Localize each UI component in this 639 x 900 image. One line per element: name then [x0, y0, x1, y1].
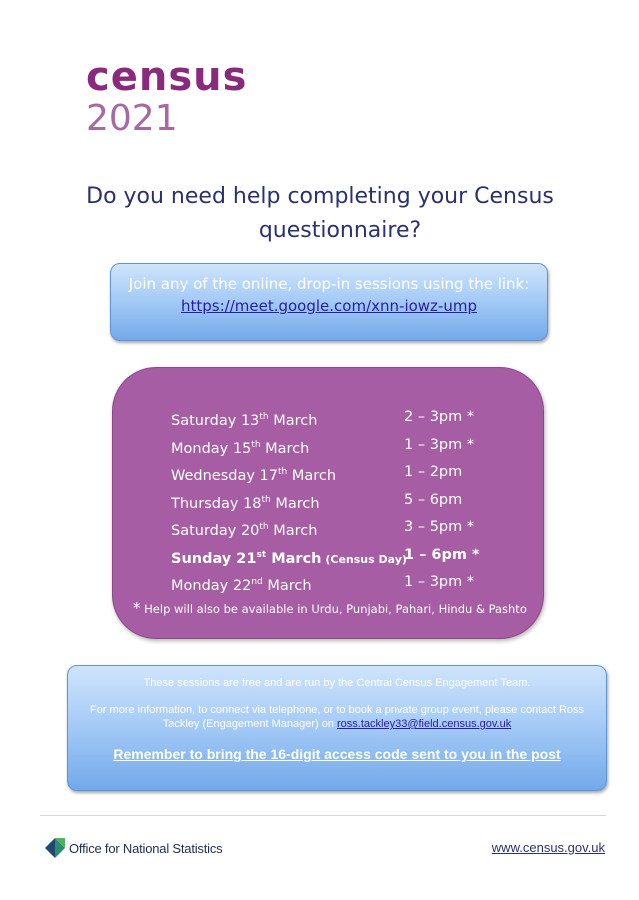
ons-name: Office for National Statistics: [69, 840, 223, 856]
logo-word: census: [86, 54, 248, 100]
session-day: Saturday 13: [171, 412, 260, 429]
date-suffix: th: [259, 412, 269, 422]
schedule-row: [171, 489, 511, 517]
access-code-reminder: Remember to bring the 16-digit access code sent to you in the post: [113, 746, 561, 762]
date-suffix: th: [251, 439, 261, 450]
session-month: March: [270, 495, 320, 512]
session-date: [171, 571, 404, 599]
session-time: 3 – 5pm *: [404, 519, 475, 536]
date-suffix: nd: [251, 577, 263, 588]
session-time: 5 – 6pm: [404, 491, 463, 508]
session-month: March: [262, 578, 312, 595]
info-contact-text: For more information, to connect via telephone, or to book a private group event, please contact Ross Tackley (Engagement Manager) on: [89, 704, 585, 730]
session-day: Sunday 21: [171, 550, 257, 567]
schedule-row: [171, 571, 511, 599]
session-day: Thursday 18: [171, 495, 262, 512]
session-time: 1 – 6pm *: [404, 546, 480, 563]
census-day-label: (Census Day): [321, 552, 407, 566]
info-contact: [68, 703, 606, 731]
census-website-link[interactable]: www.census.gov.uk: [491, 840, 605, 855]
session-day: Monday 22: [171, 578, 252, 595]
note-text: Help will also be available in Urdu, Punjabi, Pahari, Hindu & Pashto: [140, 602, 527, 616]
ons-logo-icon: [45, 838, 65, 858]
session-time: 2 – 3pm *: [404, 409, 475, 425]
session-day: Saturday 20: [171, 522, 260, 539]
language-note: [133, 599, 527, 617]
schedule-row: [171, 544, 511, 572]
session-month: March: [260, 440, 310, 457]
session-time: 1 – 2pm: [404, 464, 463, 481]
session-time: 1 – 3pm *: [404, 436, 475, 453]
session-time: 1 – 3pm *: [404, 574, 475, 591]
schedule-row: [171, 461, 511, 489]
schedule-panel: [112, 367, 544, 639]
census-logo: [86, 56, 286, 138]
page-title: [40, 180, 600, 248]
session-date: [171, 489, 404, 517]
session-month: March: [287, 467, 337, 484]
session-date: [171, 434, 404, 462]
session-date: [171, 544, 407, 572]
session-month: March: [268, 522, 318, 539]
session-month: March: [268, 412, 318, 429]
join-panel: [110, 263, 548, 341]
schedule-row: [171, 406, 511, 434]
session-date: [171, 461, 404, 489]
session-day: Monday 15: [171, 440, 252, 457]
join-text: Join any of the online, drop-in sessions using the link:: [128, 275, 530, 293]
logo-year: 2021: [86, 98, 178, 139]
date-suffix: th: [259, 522, 269, 533]
session-date: [171, 516, 404, 544]
meeting-link[interactable]: https://meet.google.com/xnn-iowz-ump: [181, 297, 477, 315]
footer-divider: [40, 815, 606, 816]
note-asterisk: *: [133, 599, 141, 617]
title-line-2: questionnaire?: [258, 218, 422, 243]
date-suffix: st: [256, 549, 267, 560]
date-suffix: th: [261, 494, 271, 505]
schedule-list: [171, 406, 511, 599]
schedule-row: [171, 434, 511, 462]
date-suffix: th: [278, 467, 288, 478]
contact-email-link[interactable]: ross.tackley33@field.census.gov.uk: [337, 718, 512, 730]
info-panel: [67, 665, 607, 791]
session-month: March: [266, 550, 322, 567]
ons-logo: [45, 838, 222, 858]
session-day: Wednesday 17: [171, 467, 279, 484]
title-line-1: Do you need help completing your Census: [86, 184, 554, 209]
info-free-sessions: These sessions are free and are run by the Central Census Engagement Team.: [143, 677, 531, 689]
session-date: [171, 406, 404, 434]
schedule-row: [171, 516, 511, 544]
